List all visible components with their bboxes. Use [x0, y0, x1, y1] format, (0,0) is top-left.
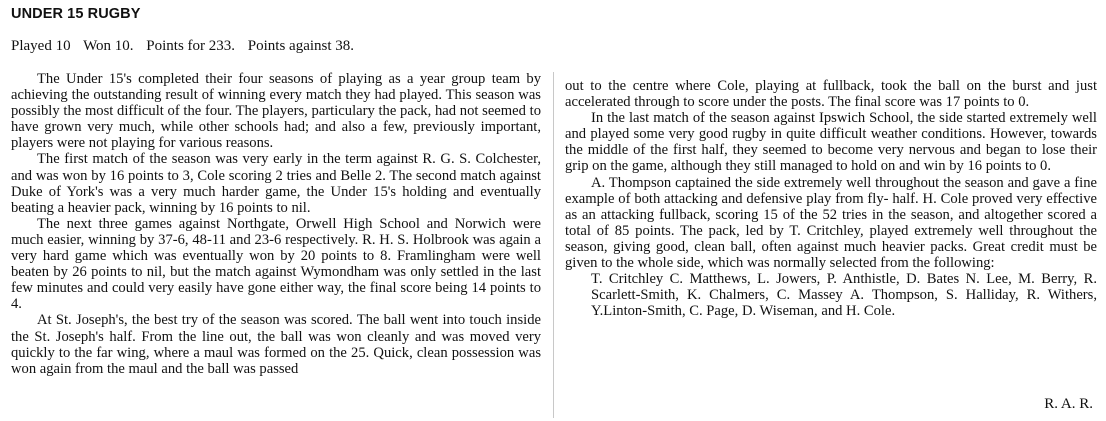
page-title: UNDER 15 RUGBY — [11, 6, 141, 22]
column-divider — [553, 72, 554, 418]
points-for: Points for 233. — [146, 38, 236, 54]
paragraph-intro: The Under 15's completed their four seasons of playing as a year group team by achieving the outstanding result of winning every match they had played. This season was possibly the most difficult of the four. The players, particulary the pack, had not seemed to have grown very much, while other schools had; and also a few, previously important, players were not playing for various reasons. — [11, 71, 541, 152]
paragraph-early-matches: The first match of the season was very early in the term against R. G. S. Colchester, and was won by 16 points to 3, Cole scoring 2 tries and Belle 2. The second match against Duke of York's was a very much harder game, the Under 15's holding and eventually beating a heavier pack, winning by 16 points to nil. — [11, 151, 541, 216]
played-count: Played 10 — [11, 38, 71, 54]
paragraph-ipswich: In the last match of the season against Ipswich School, the side started extremely well and played some very good rugby in quite difficult weather conditions. However, towards the middle of the first half, they seemed to become very nervous and began to lose their grip on the game, although they still managed to hold on and win by 16 points to 0. — [565, 110, 1097, 175]
paragraph-continuation: out to the centre where Cole, playing at fullback, took the ball on the burst and just accelerated through to score under the posts. The final score was 17 points to 0. — [565, 78, 1097, 111]
won-count: Won 10. — [83, 38, 134, 54]
squad-list: T. Critchley C. Matthews, L. Jowers, P. Anthistle, D. Bates N. Lee, M. Berry, R. Scarlett-Smith, K. Chalmers, C. Massey A. Thompson, S. Halliday, R. Withers, Y.Linton-Smith, C. Page, D. Wiseman, and H. Cole. — [591, 271, 1097, 320]
author-initials: R. A. R. — [1044, 396, 1093, 412]
season-record — [11, 38, 363, 55]
paragraph-st-josephs: At St. Joseph's, the best try of the season was scored. The ball went into touch inside the St. Joseph's half. From the line out, the ball was won cleanly and was moved very quickly to the far wing, where a maul was formed on the 25. Quick, clean possession was won again from the maul and the ball was passed — [11, 312, 541, 377]
left-column — [11, 71, 541, 377]
right-column — [565, 78, 1097, 319]
paragraph-captain: A. Thompson captained the side extremely well throughout the season and gave a fine example of both attacking and defensive play from fly- half. H. Cole proved very effective as an attacking fullback, scoring 15 of the 52 tries in the season, and altogether scored a total of 85 points. The pack, led by T. Critchley, played extremely well throughout the season, giving good, clean ball, often against much heavier packs. Great credit must be given to the whole side, which was normally selected from the following: — [565, 174, 1097, 272]
paragraph-mid-season: The next three games against Northgate, Orwell High School and Norwich were much easier, winning by 37-6, 48-11 and 23-6 respectively. R. H. S. Holbrook was again a very hard game which was eventually won by 20 points to 8. Framlingham were well beaten by 26 points to nil, but the match against Wymondham was only settled in the last few minutes and could very easily have gone either way, the final score being 14 points to 4. — [11, 215, 541, 313]
points-against: Points against 38. — [247, 38, 355, 54]
